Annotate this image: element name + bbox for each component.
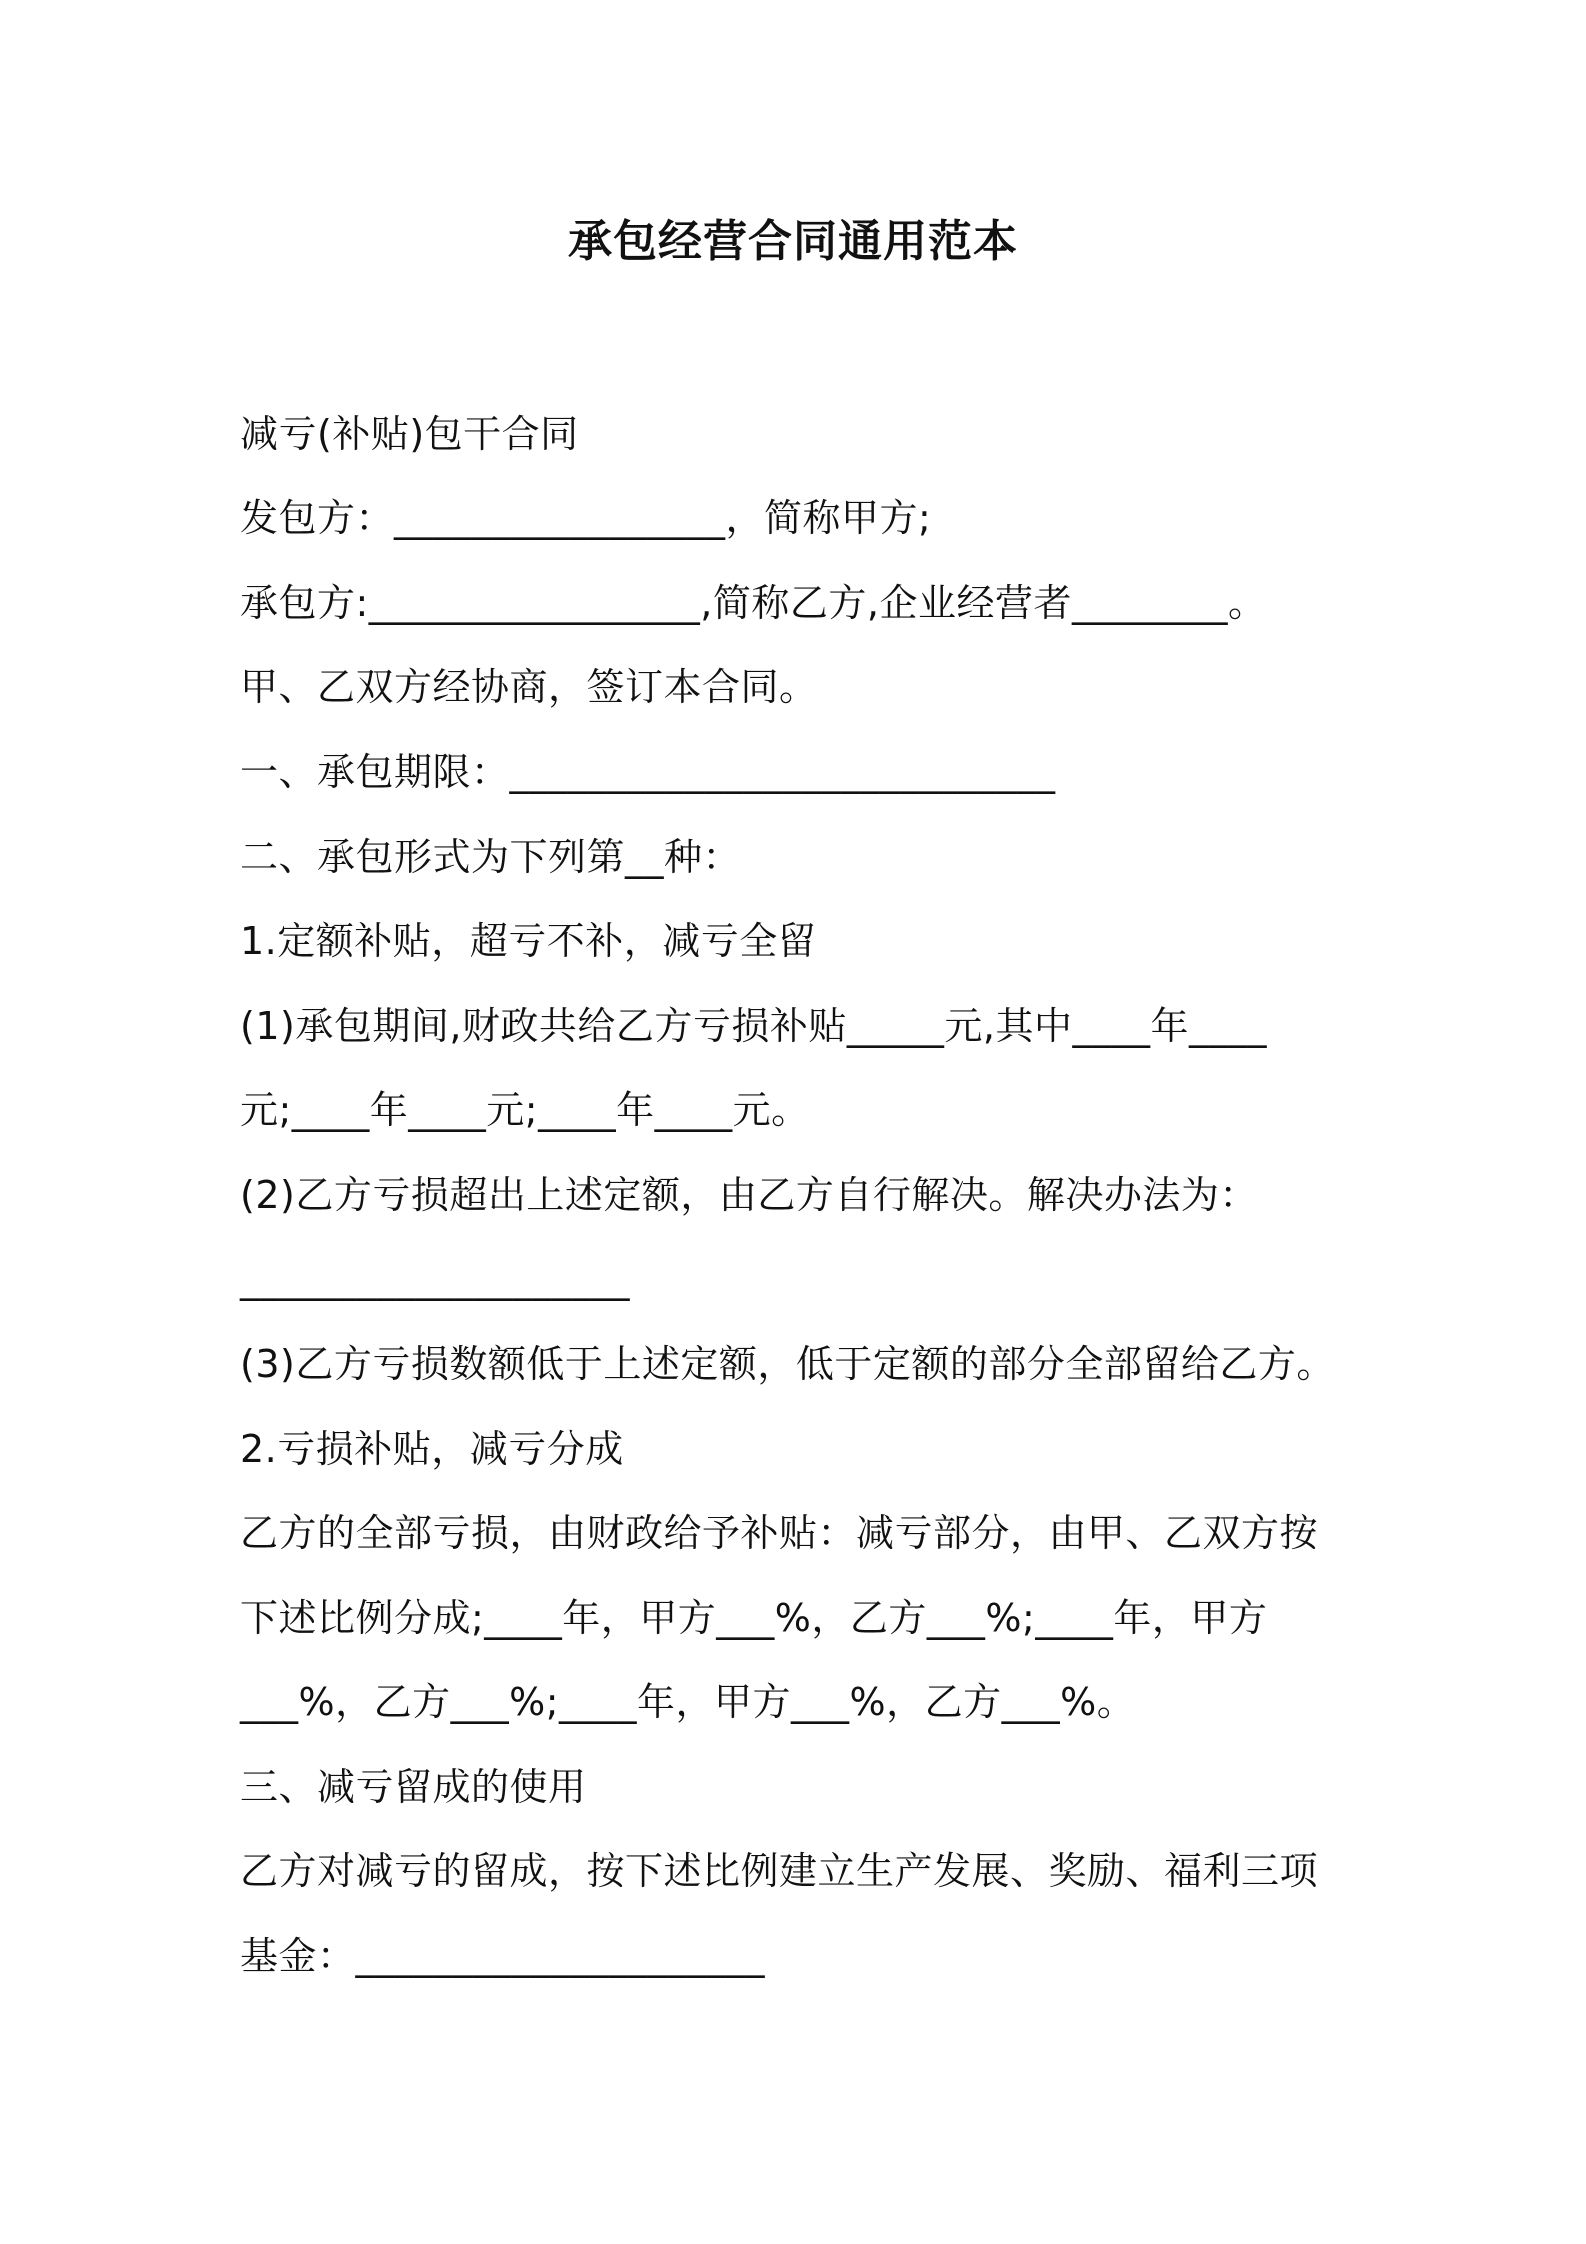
clause-2-body: 乙方的全部亏损，由财政给予补贴：减亏部分，由甲、乙双方按 (240, 1511, 1319, 1555)
clause-1-item-2-blank: ____________________ (240, 1257, 630, 1301)
clause-1-item-1: (1)承包期间,财政共给乙方亏损补贴_____元,其中____年____ (240, 1004, 1267, 1048)
clause-1-item-1-cont: 元;____年____元;____年____元。 (240, 1088, 810, 1132)
clause-1-item-2: (2)乙方亏损超出上述定额，由乙方自行解决。解决办法为： (240, 1173, 1258, 1217)
section-3-body: 乙方对减亏的留成，按下述比例建立生产发展、奖励、福利三项 (240, 1849, 1319, 1893)
contract-subtitle: 减亏(补贴)包干合同 (240, 412, 579, 456)
clause-2-heading: 2.亏损补贴，减亏分成 (240, 1427, 624, 1471)
clause-2-body-cont-1: 下述比例分成;____年，甲方___%，乙方___%;____年，甲方 (240, 1596, 1268, 1640)
contracting-party-line: 承包方:_________________,简称乙方,企业经营者________。 (240, 581, 1267, 625)
section-2-form: 二、承包形式为下列第__种： (240, 835, 742, 879)
section-3-heading: 三、减亏留成的使用 (240, 1765, 587, 1809)
section-1-term: 一、承包期限：____________________________ (240, 750, 1056, 794)
agreement-statement: 甲、乙双方经协商，签订本合同。 (240, 665, 818, 709)
issuing-party-line: 发包方：_________________，简称甲方; (240, 496, 932, 540)
clause-1-item-3: (3)乙方亏损数额低于上述定额，低于定额的部分全部留给乙方。 (240, 1342, 1335, 1386)
clause-2-body-cont-2: ___%，乙方___%;____年，甲方___%，乙方___%。 (240, 1680, 1136, 1724)
section-3-body-cont: 基金：_____________________ (240, 1934, 766, 1978)
document-title: 承包经营合同通用范本 (568, 216, 1018, 267)
clause-1-heading: 1.定额补贴，超亏不补，减亏全留 (240, 919, 817, 963)
